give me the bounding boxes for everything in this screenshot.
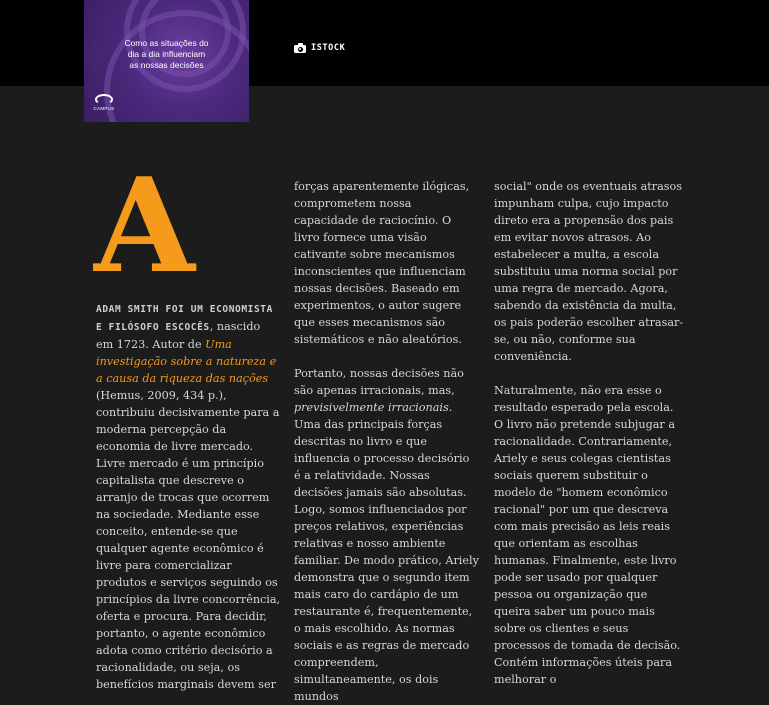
drop-cap: A (94, 149, 195, 302)
camera-icon (294, 43, 306, 53)
article-paragraph (294, 365, 479, 705)
text-run: (Hemus, 2009, 434 p.), contribuiu decisivamente para a moderna percepção da economia de livre mercado. Livre mercado é um princípio capitalista que descreve o arranjo de trocas que ocorrem na sociedade. Mediante esse conceito, entende-se que qualquer agente econômico é livre para comercializar produtos e serviços seguindo os princípios da livre concorrência, oferta e procura. Para decidir, portanto, o agente econômico adota como critério decisório a racionalidade, ou seja, os benefícios marginais devem ser (96, 389, 281, 691)
text-run: Portanto, nossas decisões não são apenas irracionais, mas, (294, 367, 464, 397)
text-run: , nascido em 1723. Autor de (96, 320, 261, 351)
article-column-1 (96, 300, 281, 693)
article-paragraph: Naturalmente, não era esse o resultado esperado pela escola. O livro não pretende subjugar a racionalidade. Contrariamente, Ariely e seus colegas cientistas sociais querem substituir o modelo de "homem econômico racional" por um que descreva com mais precisão as leis reais que orientam as escolhas humanas. Finalmente, este livro pode ser usado por qualquer pessoa ou organização que queira saber um pouco mais sobre os clientes e seus processos de tomada de decisão. Contém informações úteis para melhorar o (494, 384, 681, 686)
photo-credit-label: ISTOCK (311, 43, 346, 53)
book-cover-title: Como as situações do dia a dia influenciam as nossas decisões (124, 38, 209, 70)
article-paragraph: social" onde os eventuais atrasos impunham culpa, cujo impacto direto era a propensão dos pais em evitar novos atrasos. Ao estabelecer a multa, a escola substituiu uma norma social por uma regra de mercado. Agora, sabendo da existência da multa, os pais poderão escolher atrasar-se, ou não, conforme sua conveniência. (494, 180, 684, 363)
publisher-swirl-icon (95, 94, 113, 105)
article-column-2 (294, 178, 479, 705)
publisher-logo (91, 94, 117, 111)
lead-smallcaps: ADAM SMITH FOI UM ECONOMISTA E FILÓSOFO ESCOCÊS (96, 304, 273, 333)
article-column-3 (494, 178, 684, 688)
book-title-link[interactable]: Uma investigação sobre a natureza e a causa da riqueza das nações (96, 338, 277, 385)
article-paragraph (96, 300, 281, 693)
publisher-name: CAMPUS (93, 106, 115, 111)
photo-credit (294, 43, 345, 53)
book-cover-image (84, 0, 249, 122)
text-run: . Uma das principais forças descritas no livro e que influencia o processo decisório é a relatividade. Nossas decisões jamais são absolutas. Logo, somos influenciados por preços relativos, experiências relativas e nosso ambiente familiar. De modo prático, Ariely demonstra que o segundo item mais caro do cardápio de um restaurante é, frequentemente, o mais escolhido. As normas sociais e as regras de mercado compreendem, simultaneamente, os dois mundos (294, 401, 479, 703)
article-paragraph: forças aparentemente ilógicas, comprometem nossa capacidade de raciocínio. O livro fornece uma visão cativante sobre mecanismos inconscientes que influenciam nossas decisões. Baseado em experimentos, o autor sugere que esses mecanismos são sistemáticos e não aleatórios. (294, 180, 470, 346)
emphasis: previsivelmente irracionais (294, 401, 449, 414)
